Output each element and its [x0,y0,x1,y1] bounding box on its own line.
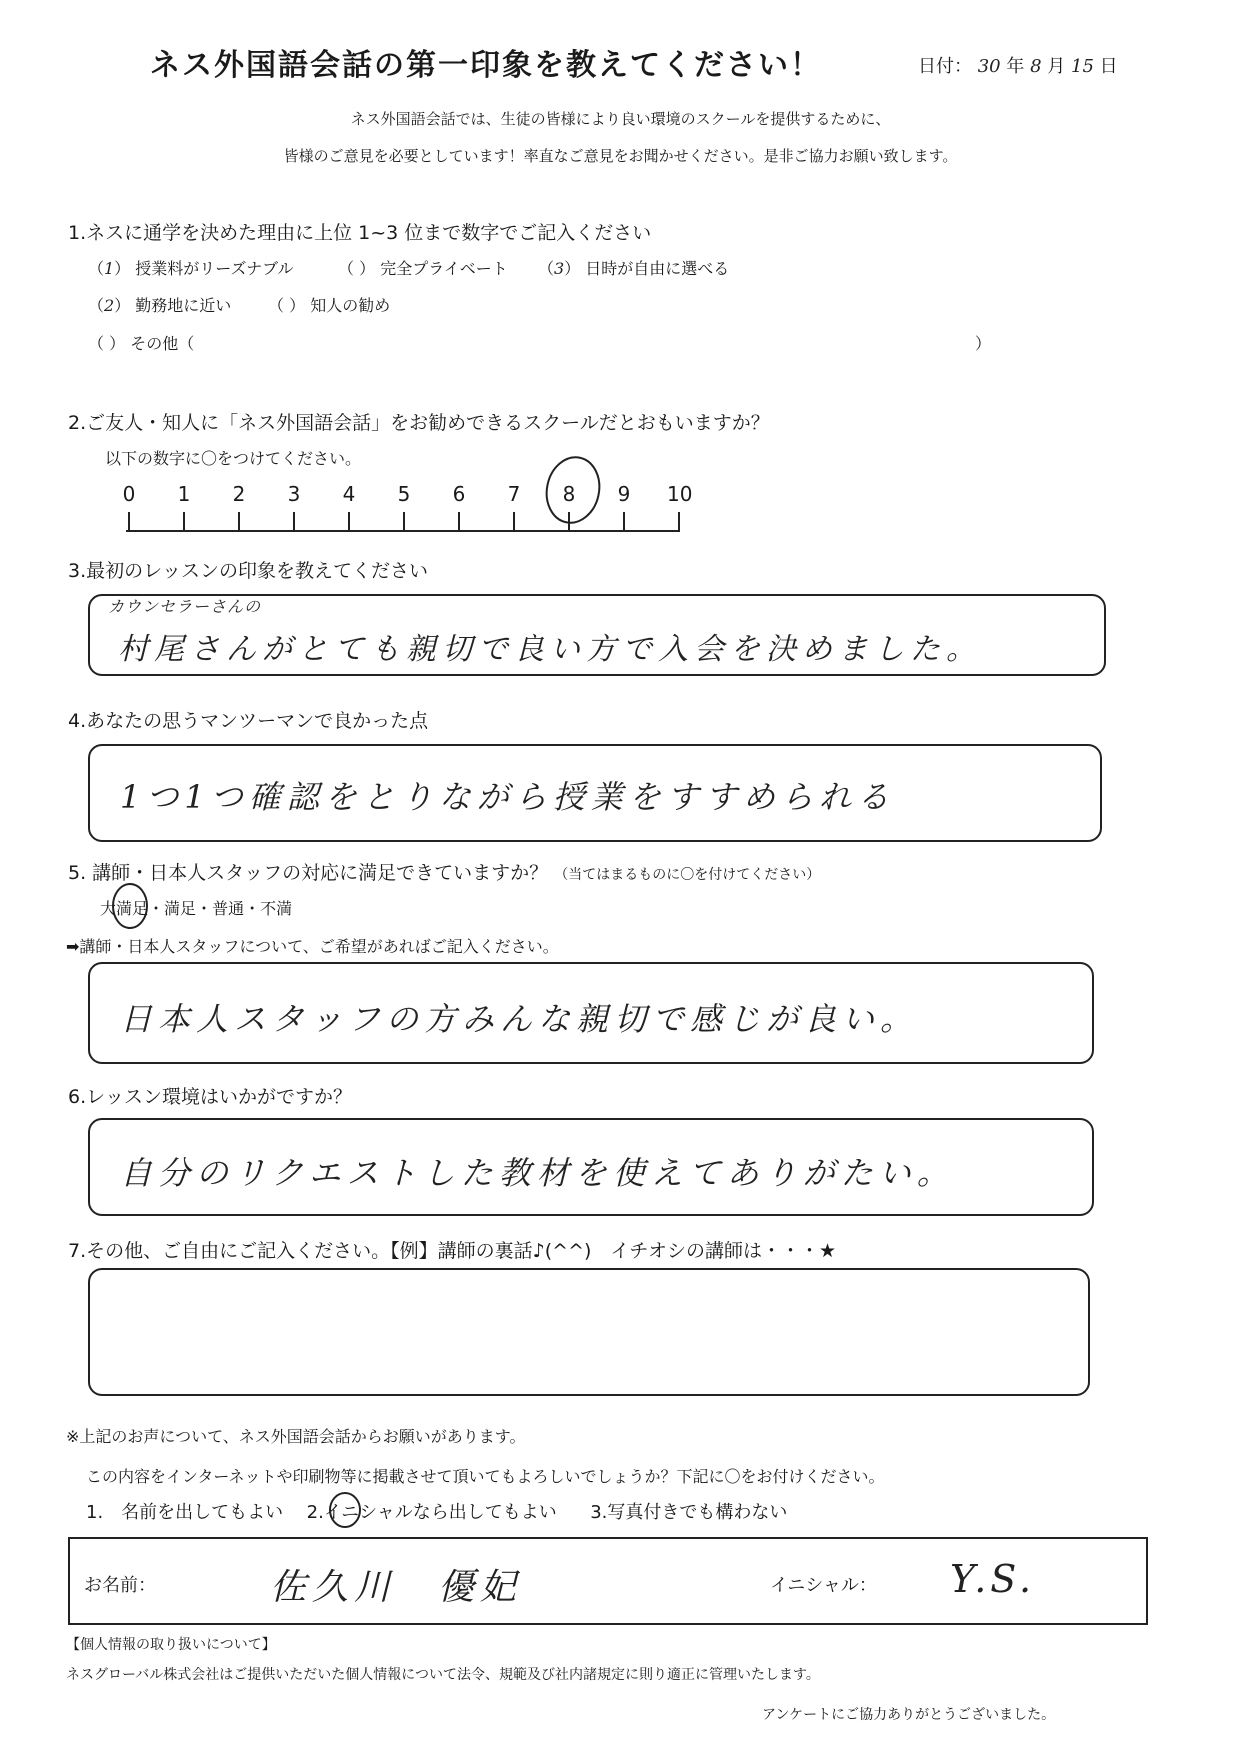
scale-tick-end [678,512,680,532]
q1-option-4-label: 勤務地に近い [135,296,232,315]
q7-answer-box[interactable] [88,1268,1090,1396]
q1-option-6-label: その他（ [130,334,195,353]
date-label: 日付： [918,56,972,77]
consent-option-photo[interactable]: 3.写真付きでも構わない [590,1502,788,1523]
scale-tick-7 [513,512,515,532]
name-label: お名前： [84,1575,156,1596]
consent-option-initials[interactable]: 2.イニシャルなら出してもよい [306,1502,557,1523]
question-3: 3.最初のレッスンの印象を教えてください [68,560,428,582]
question-4: 4.あなたの思うマンツーマンで良かった点 [68,710,429,732]
selected-score-circle [538,454,608,526]
consent-request: この内容をインターネットや印刷物等に掲載させて頂いてもよろしいでしょうか？下記に〇をお付けください。 [86,1467,885,1486]
date-field [918,52,1118,78]
question-5-note: （当てはまるものに〇を付けてください） [554,867,821,883]
q1-option-5-mark [284,296,289,315]
q1-option-1-mark: 1 [104,259,115,278]
question-5-text: 5. 講師・日本人スタッフの対応に満足できていますか？ [68,862,549,884]
scale-tick-2 [238,512,240,532]
q1-option-2-mark [354,259,359,278]
scale-number-0[interactable]: 0 [122,482,136,506]
scale-tick-4 [348,512,350,532]
q6-answer: 自分のリクエストした教材を使えてありがたい。 [120,1154,955,1192]
q1-option-5[interactable]: （ ） 知人の勧め [268,296,391,315]
q2-instruction: 以下の数字に〇をつけてください。 [105,449,362,468]
q1-option-3-mark: 3 [554,259,565,278]
q1-option-2[interactable]: （ ） 完全プライベート [338,259,508,278]
scale-number-8[interactable]: 8 [562,482,576,506]
q5-choice-dissatisfied[interactable]: 不満 [260,899,293,918]
q1-option-3-label: 日時が自由に選べる [585,259,730,278]
initial-label: イニシャル： [770,1575,877,1596]
intro-line-2: 皆様のご意見を必要としています！率直なご意見をお聞かせください。是非ご協力お願い致します。 [283,147,958,165]
scale-baseline [126,530,680,532]
question-7: 7.その他、ご自由にご記入ください。【例】講師の裏話♪(^^) イチオシの講師は・・・★ [68,1240,837,1262]
scale-number-3[interactable]: 3 [287,482,301,506]
question-1: 1.ネスに通学を決めた理由に上位 1~3 位まで数字でご記入ください [68,222,652,244]
scale-number-9[interactable]: 9 [617,482,631,506]
scale-tick-3 [293,512,295,532]
q1-option-2-label: 完全プライベート [380,259,508,278]
q1-option-4[interactable]: （2） 勤務地に近い [88,296,232,315]
q1-option-5-label: 知人の勧め [310,296,391,315]
q4-answer-box[interactable] [88,744,1102,842]
date-day-unit: 日 [1099,56,1118,77]
q5-sub-question: ➡講師・日本人スタッフについて、ご希望があればご記入ください。 [66,937,559,956]
q3-answer: 村尾さんがとても親切で良い方で入会を決めました。 [118,632,982,667]
consent-option-name[interactable]: 1. 名前を出してもよい [86,1502,284,1523]
privacy-heading: 【個人情報の取り扱いについて】 [66,1637,276,1653]
scale-tick-5 [403,512,405,532]
date-month: 8 [1030,56,1042,77]
date-month-unit: 月 [1047,56,1066,77]
q1-option-1-label: 授業料がリーズナブル [135,259,294,278]
q5-answer: 日本人スタッフの方みんな親切で感じが良い。 [120,1000,919,1038]
scale-number-6[interactable]: 6 [452,482,466,506]
q1-other-close: ） [975,334,992,353]
question-6: 6.レッスン環境はいかがですか？ [68,1086,352,1108]
thanks-text: アンケートにご協力ありがとうございました。 [762,1707,1056,1723]
q1-option-6-mark [104,334,109,353]
page-title: ネス外国語会話の第一印象を教えてください！ [150,48,822,83]
q5-choices: 大満足・満足・普通・不満 [100,899,293,918]
scale-number-1[interactable]: 1 [177,482,191,506]
name-box [68,1537,1148,1625]
scale-tick-1 [183,512,185,532]
consent-note: ※上記のお声について、ネス外国語会話からお願いがあります。 [66,1427,526,1446]
q1-option-1[interactable]: （1） 授業料がリーズナブル [88,259,294,278]
scale-number-10[interactable]: 10 [667,482,693,506]
q1-option-4-mark: 2 [104,296,115,315]
date-day: 15 [1071,56,1094,77]
q5-selected-circle [108,880,152,932]
q1-option-3[interactable]: （3） 日時が自由に選べる [538,259,730,278]
q6-answer-box[interactable] [88,1118,1094,1216]
date-year: 30 [977,56,1001,77]
scale-tick-0 [128,512,130,532]
q3-answer-box[interactable] [88,594,1106,676]
scale-number-4[interactable]: 4 [342,482,356,506]
name-value[interactable]: 佐久川 優妃 [270,1567,523,1608]
initial-value[interactable]: Y.S. [950,1557,1036,1601]
date-year-unit: 年 [1006,56,1025,77]
scale-number-7[interactable]: 7 [507,482,521,506]
scale-number-5[interactable]: 5 [397,482,411,506]
q5-choice-satisfied[interactable]: 満足 [164,899,197,918]
q4-answer: 1つ1つ確認をとりながら授業をすすめられる [120,778,896,816]
question-2: 2.ご友人・知人に「ネス外国語会話」をお勧めできるスクールだとおもいますか？ [68,412,770,434]
consent-selected-circle [326,1490,364,1530]
intro-line-1: ネス外国語会話では、生徒の皆様により良い環境のスクールを提供するために、 [350,110,891,128]
q5-answer-box[interactable] [88,962,1094,1064]
q5-choice-neutral[interactable]: 普通 [212,899,245,918]
privacy-text: ネスグローバル株式会社はご提供いただいた個人情報について法令、規範及び社内諸規定に則り適正に管理いたします。 [66,1667,820,1683]
q1-option-6[interactable]: （ ） その他（ [88,334,195,353]
scale-number-2[interactable]: 2 [232,482,246,506]
q3-answer-note: カウンセラーさんの [108,597,262,616]
scale-tick-9 [623,512,625,532]
consent-options [86,1498,787,1524]
question-5 [68,858,820,885]
scale-tick-6 [458,512,460,532]
q5-choice-very-satisfied[interactable]: 大満足 [100,899,149,918]
